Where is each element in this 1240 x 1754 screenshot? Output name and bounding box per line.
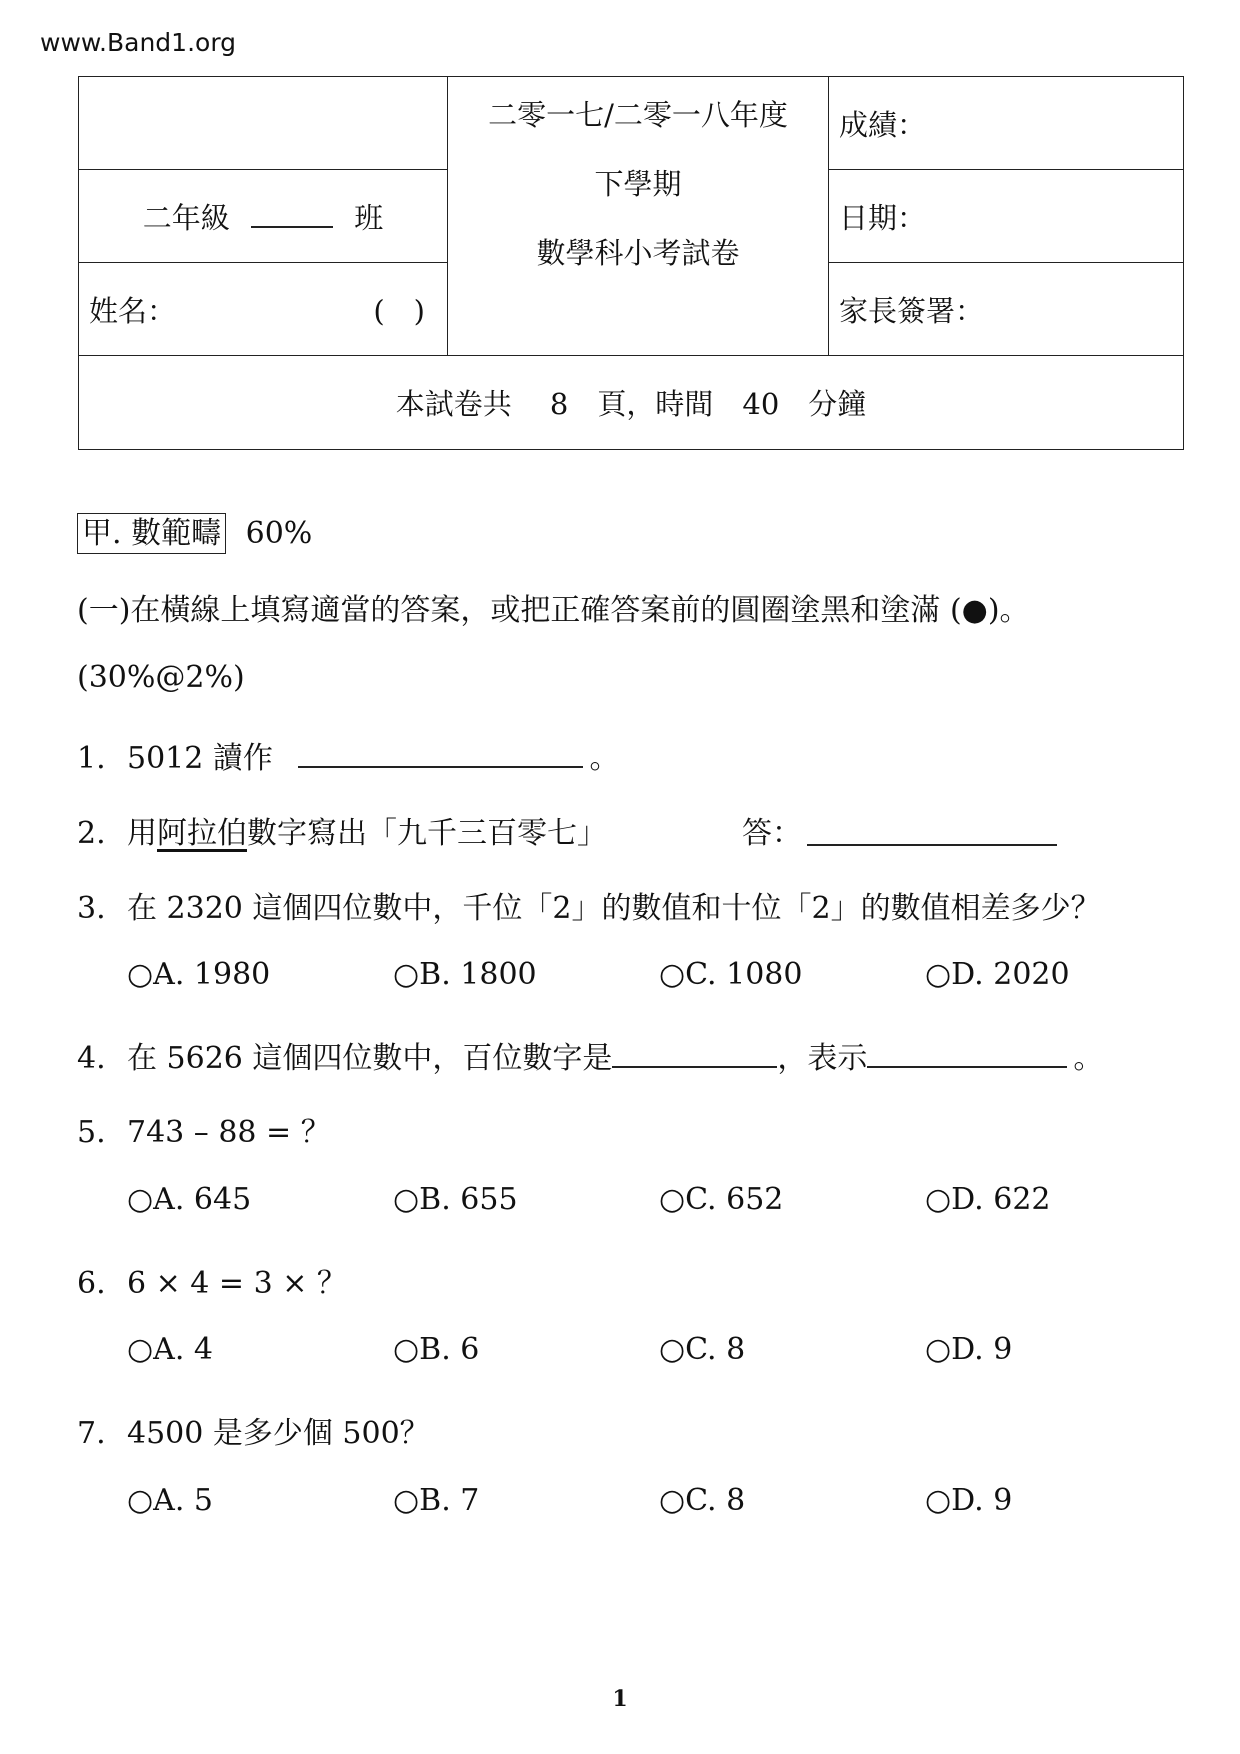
option-a[interactable]: ○A. 1980 — [127, 957, 271, 992]
question-end: 。 — [589, 741, 620, 776]
answer-blank[interactable] — [298, 738, 583, 768]
option-c[interactable]: ○C. 1080 — [659, 957, 803, 992]
site-url: www.Band1.org — [40, 28, 237, 57]
question-number: 5. — [77, 1115, 106, 1150]
exam-info-row — [79, 356, 1184, 450]
option-b[interactable]: ○B. 655 — [393, 1182, 518, 1217]
score-label: 成績： — [839, 107, 927, 142]
question-2 — [77, 808, 802, 852]
exam-title-cell — [448, 77, 829, 356]
exam-header-table — [78, 76, 1184, 450]
name-label: 姓名： — [89, 293, 177, 328]
header-empty-cell — [79, 77, 448, 170]
question-end: 。 — [1073, 1041, 1104, 1076]
question-number: 3. — [77, 891, 106, 926]
option-c[interactable]: ○C. 8 — [659, 1332, 746, 1367]
section-percent: 60% — [245, 516, 313, 551]
option-d[interactable]: ○D. 622 — [925, 1182, 1051, 1217]
question-4 — [77, 1033, 1103, 1077]
section-heading — [77, 508, 312, 552]
question-text-pre: 用 — [127, 816, 157, 851]
exam-info-text: 本試卷共 8 頁，時間 40 分鐘 — [395, 387, 867, 421]
grade-label: 二年級 — [142, 200, 230, 235]
question-number: 4. — [77, 1041, 106, 1076]
class-blank[interactable] — [251, 200, 333, 228]
option-c[interactable]: ○C. 8 — [659, 1483, 746, 1518]
question-text: 6 × 4 = 3 × ？ — [127, 1266, 347, 1301]
parent-signature-label: 家長簽署： — [839, 293, 985, 328]
class-number-parens: ( ) — [373, 293, 425, 328]
class-label: 班 — [354, 200, 384, 235]
date-cell — [829, 170, 1184, 263]
answer-blank-value[interactable] — [867, 1038, 1067, 1068]
question-text: 4500 是多少個 500？ — [127, 1416, 430, 1451]
option-a[interactable]: ○A. 5 — [127, 1483, 214, 1518]
answer-blank-digit[interactable] — [612, 1038, 777, 1068]
question-number: 7. — [77, 1416, 106, 1451]
question-7 — [77, 1408, 430, 1452]
question-text: 在 2320 這個四位數中，千位「2」的數值和十位「2」的數值相差多少？ — [127, 891, 1101, 926]
question-text-underlined: 阿拉伯 — [157, 816, 247, 851]
question-text-mid: ，表示 — [777, 1041, 868, 1076]
option-b[interactable]: ○B. 6 — [393, 1332, 480, 1367]
option-d[interactable]: ○D. 9 — [925, 1332, 1013, 1367]
question-1 — [77, 733, 619, 777]
question-text: 在 5626 這個四位數中，百位數字是 — [127, 1041, 613, 1076]
class-cell — [79, 170, 448, 263]
option-d[interactable]: ○D. 9 — [925, 1483, 1013, 1518]
score-cell — [829, 77, 1184, 170]
part1-instruction: (一)在橫線上填寫適當的答案，或把正確答案前的圓圈塗黑和塗滿 (●)。 — [77, 593, 1030, 628]
exam-title: 數學科小考試卷 — [536, 236, 740, 270]
option-d[interactable]: ○D. 2020 — [925, 957, 1070, 992]
question-6 — [77, 1258, 347, 1302]
parent-signature-cell — [829, 263, 1184, 356]
answer-blank[interactable] — [807, 816, 1057, 846]
page-number: 1 — [612, 1686, 628, 1712]
question-number: 2. — [77, 816, 106, 851]
option-a[interactable]: ○A. 645 — [127, 1182, 252, 1217]
question-text: 743 – 88 = ？ — [127, 1115, 331, 1150]
term: 下學期 — [594, 167, 682, 201]
option-c[interactable]: ○C. 652 — [659, 1182, 784, 1217]
question-5 — [77, 1107, 331, 1151]
section-title: 甲. 數範疇 — [77, 513, 226, 554]
question-3 — [77, 883, 1101, 927]
part1-marks: (30%@2%) — [77, 660, 245, 695]
option-a[interactable]: ○A. 4 — [127, 1332, 214, 1367]
date-label: 日期： — [839, 200, 927, 235]
question-text-post: 數字寫出「九千三百零七」 — [247, 816, 607, 851]
name-cell — [79, 263, 448, 356]
option-b[interactable]: ○B. 1800 — [393, 957, 537, 992]
question-text: 5012 讀作 — [127, 741, 273, 776]
school-year: 二零一七/二零一八年度 — [488, 98, 788, 132]
answer-label: 答： — [742, 816, 802, 851]
option-b[interactable]: ○B. 7 — [393, 1483, 480, 1518]
question-number: 1. — [77, 741, 106, 776]
question-number: 6. — [77, 1266, 106, 1301]
